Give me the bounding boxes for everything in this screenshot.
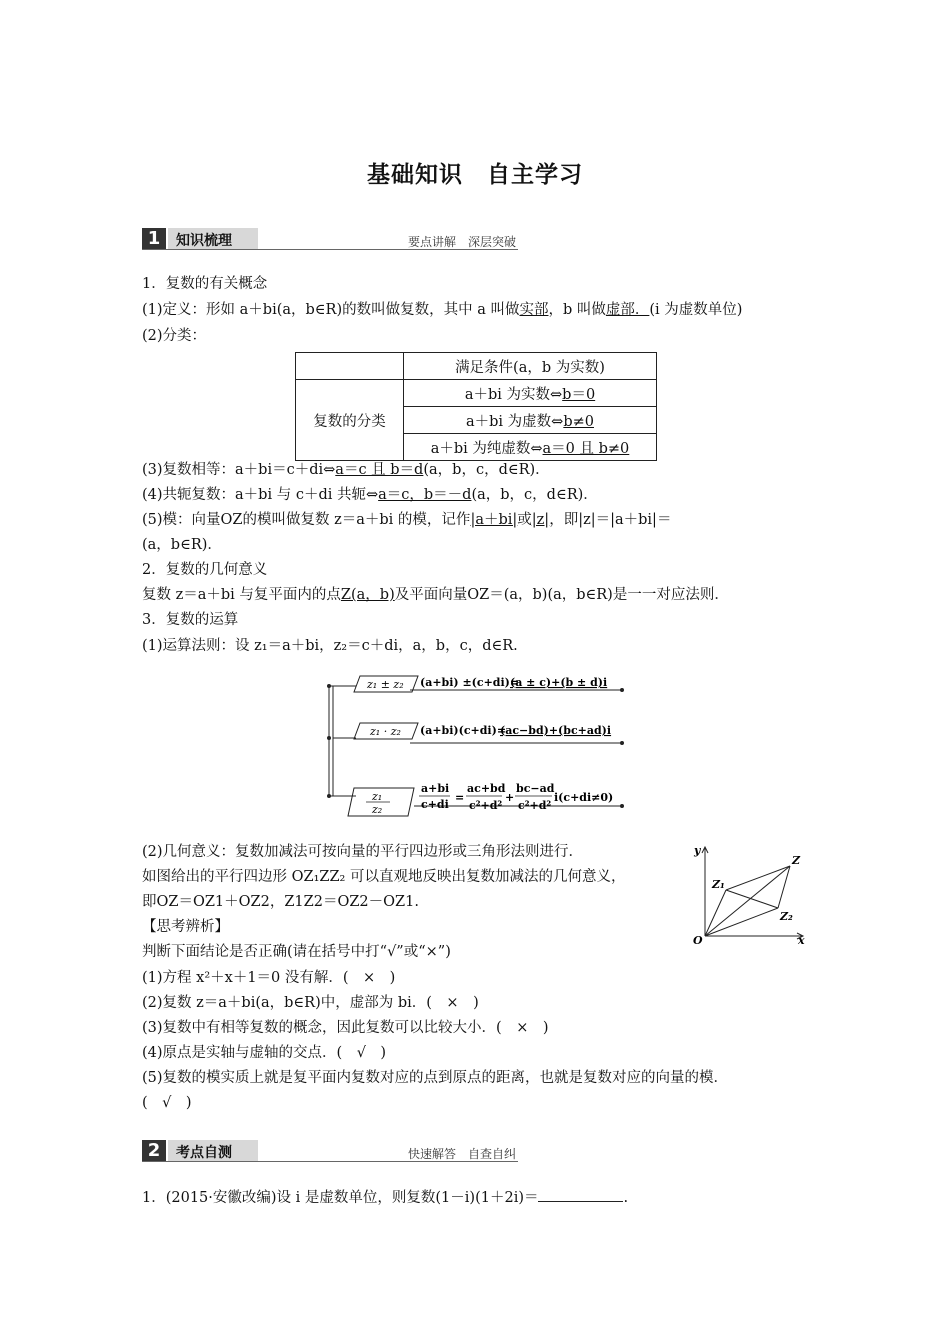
- heading-concepts: 1．复数的有关概念: [142, 276, 268, 292]
- geometry-line: 复数 z＝a＋bi 与复平面内的点Z(a，b)及平面向量OZ＝(a，b)(a，b∈R)是一一对应法则．: [142, 587, 729, 603]
- think-title: 【思考辨析】: [142, 919, 229, 935]
- parallelogram-figure: [690, 840, 812, 948]
- op-div-f2-num: bc−ad: [516, 782, 555, 795]
- operations-diagram: [320, 668, 632, 828]
- section-header-1: [142, 228, 518, 250]
- section-label: 考点自测: [176, 1145, 232, 1161]
- table-answer: b＝0: [562, 386, 596, 403]
- op-tag-div-num: z₁: [372, 790, 383, 803]
- op-div-lnum: a+bi: [421, 782, 450, 795]
- table-header: 满足条件(a，b 为实数): [404, 353, 657, 380]
- op-div-eq: =: [455, 791, 465, 804]
- table-answer: b≠0: [563, 413, 594, 430]
- section-label: 知识梳理: [176, 233, 232, 249]
- answer-equality: a＝c 且 b＝d: [335, 462, 424, 478]
- origin-label: O: [693, 934, 703, 947]
- op-mul-result: (ac−bd)+(bc+ad)i: [500, 724, 612, 737]
- judgment-mark: ( √ ): [142, 1095, 192, 1111]
- table-answer: a＝0 且 b≠0: [542, 440, 630, 457]
- answer-conjugate: a＝c，b＝－d: [378, 487, 472, 503]
- answer-point: Z(a，b): [340, 587, 395, 603]
- judgment-item: (5)复数的模实质上就是复平面内复数对应的点到原点的距离，也就是复数对应的向量的模．: [142, 1070, 729, 1086]
- point-z1-label: Z₁: [712, 878, 725, 891]
- classification-label: (2)分类：: [142, 328, 207, 344]
- op-add-result: (a ± c)+(b ± d)i: [510, 676, 608, 689]
- op-div-f1-den: c²+d²: [469, 799, 503, 812]
- heading-geometry: 2．复数的几何意义: [142, 562, 268, 578]
- axis-y-label: y: [694, 844, 701, 857]
- table-row: a＋bi 为纯虚数⇔a＝0 且 b≠0: [404, 434, 657, 461]
- geometric-meaning-1: (2)几何意义：复数加减法可按向量的平行四边形或三角形法则进行．: [142, 844, 584, 860]
- answer-modulus-1: |a＋bi|: [470, 512, 518, 528]
- section-number: 2: [142, 1140, 166, 1162]
- answer-real-part: 实部: [519, 302, 549, 318]
- section-header-2: [142, 1140, 518, 1162]
- op-tag-mul: z₁ · z₂: [370, 725, 401, 738]
- point-z-label: Z: [792, 854, 801, 867]
- conjugate-line: (4)共轭复数：a＋bi 与 c＋di 共轭⇔a＝c，b＝－d(a，b，c，d∈R)．: [142, 487, 598, 503]
- modulus-line-2: (a，b∈R)．: [142, 537, 222, 553]
- question-1: 1．(2015·安徽改编)设 i 是虚数单位，则复数(1－i)(1＋2i)＝ .: [142, 1187, 628, 1208]
- def-mid: ，b 叫做: [548, 302, 606, 318]
- answer-imag-part: 虚部．: [605, 302, 650, 318]
- equality-line: (3)复数相等：a＋bi＝c＋di⇔a＝c 且 b＝d(a，b，c，d∈R)．: [142, 462, 550, 478]
- judgment-item: (4)原点是实轴与虚轴的交点．( √ ): [142, 1045, 387, 1061]
- think-intro: 判断下面结论是否正确(请在括号中打“√”或“×”): [142, 944, 451, 960]
- geometric-meaning-3: 即OZ＝OZ1＋OZ2，Z1Z2＝OZ2－OZ1.: [142, 894, 419, 910]
- op-div-f1-num: ac+bd: [467, 782, 506, 795]
- section-rule: [142, 1161, 518, 1162]
- judgment-item: (2)复数 z＝a＋bi(a，b∈R)中，虚部为 bi．( × ): [142, 995, 479, 1011]
- classification-table: [295, 352, 657, 461]
- table-row: a＋bi 为实数⇔b＝0: [404, 380, 657, 407]
- def-prefix: (1)定义：形如 a＋bi(a，b∈R)的数叫做复数，其中 a 叫做: [142, 302, 520, 318]
- table-row: a＋bi 为虚数⇔b≠0: [404, 407, 657, 434]
- op-tag-add: z₁ ± z₂: [367, 678, 404, 691]
- section-subtitle: 快速解答 自查自纠: [407, 1147, 516, 1161]
- op-div-f2-den: c²+d²: [518, 799, 552, 812]
- modulus-line: (5)模：向量OZ的模叫做复数 z＝a＋bi 的模，记作|a＋bi|或|z|，即|z|＝|a＋bi|＝: [142, 512, 672, 528]
- op-tag-div-den: z₂: [372, 803, 383, 816]
- section-subtitle: 要点讲解 深层突破: [407, 235, 516, 249]
- op-div-plus: +: [505, 791, 515, 804]
- answer-modulus-2: |z|: [531, 512, 550, 528]
- axis-x-label: x: [798, 934, 805, 947]
- op-div-lden: c+di: [421, 798, 449, 811]
- operations-rule: (1)运算法则：设 z₁＝a＋bi，z₂＝c＋di，a，b，c，d∈R.: [142, 638, 518, 654]
- page-title: 基础知识 自主学习: [367, 162, 583, 188]
- judgment-item: (3)复数中有相等复数的概念，因此复数可以比较大小．( × ): [142, 1020, 549, 1036]
- point-z2-label: Z₂: [780, 910, 793, 923]
- judgment-item: (1)方程 x²＋x＋1＝0 没有解．( × ): [142, 970, 396, 986]
- op-div-tail: i(c+di≠0): [554, 791, 614, 804]
- op-mul-lhs: (a+bi)(c+di)=: [420, 724, 507, 737]
- answer-blank[interactable]: [538, 1187, 623, 1202]
- heading-operations: 3．复数的运算: [142, 612, 239, 628]
- section-rule: [142, 249, 518, 250]
- geometric-meaning-2: 如图给出的平行四边形 OZ₁ZZ₂ 可以直观地反映出复数加减法的几何意义，: [142, 869, 626, 885]
- table-row-label: 复数的分类: [296, 380, 404, 461]
- definition-line: [142, 300, 742, 320]
- op-add-lhs: (a+bi) ±(c+di)=: [420, 676, 520, 689]
- section-number: 1: [142, 228, 166, 250]
- def-suffix: (i 为虚数单位): [649, 302, 743, 318]
